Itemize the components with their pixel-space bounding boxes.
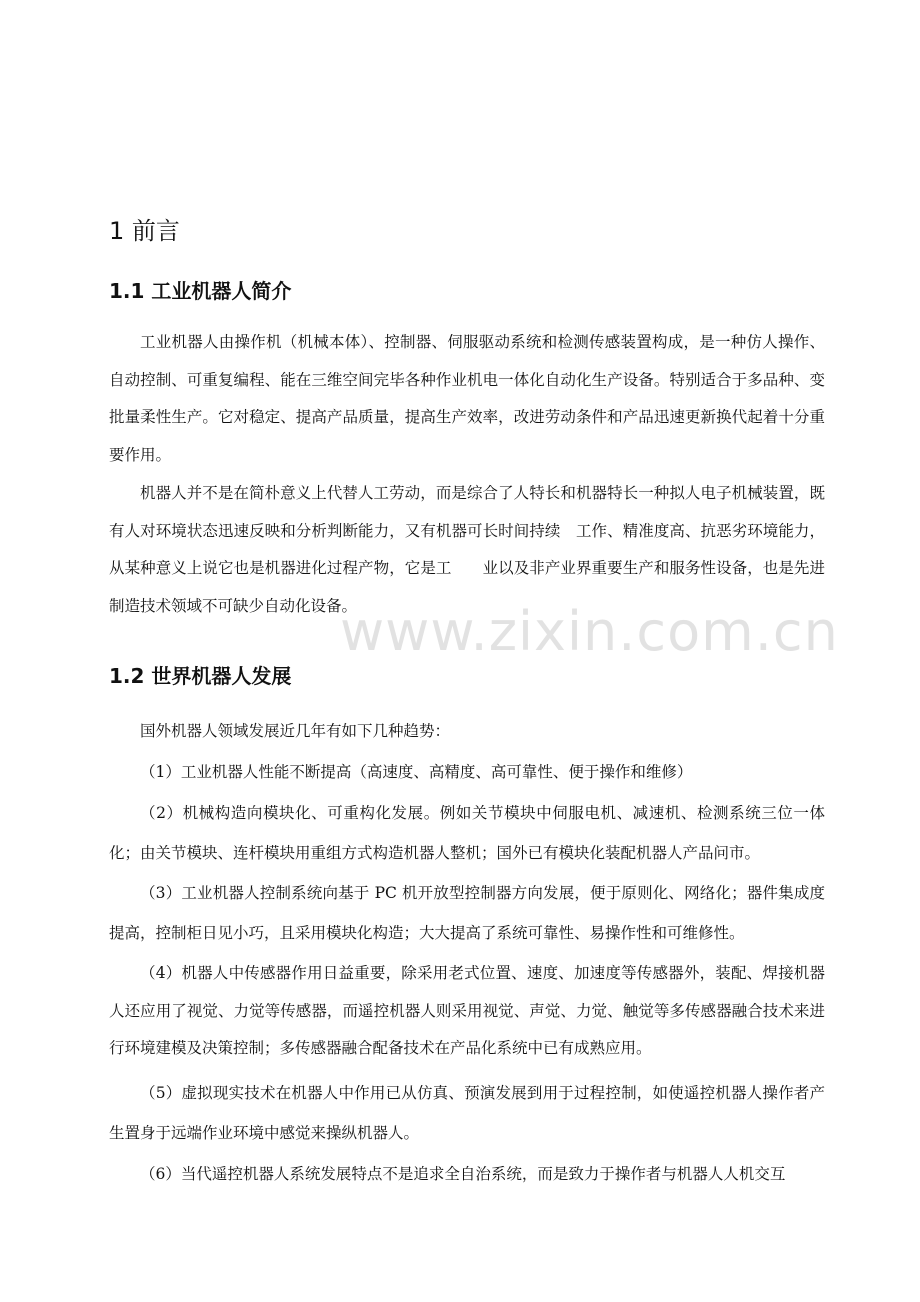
- paragraph-robot-nature: 机器人并不是在简朴意义上代替人工劳动，而是综合了人特长和机器特长一种拟人电子机械装置，既有人对环境状态迅速反映和分析判断能力，又有机器可长时间持续 工作、精准度高、抗恶劣环境能力，从某种意义上说它也是机器进化过程产物，它是工 业以及非产业界重要生产和服务性设备，也是先进制造技术领域不可缺少自动化设备。: [109, 484, 825, 616]
- paragraph-intro-robot: 工业机器人由操作机（机械本体）、控制器、伺服驱动系统和检测传感装置构成，是一种仿人操作、自动控制、可重复编程、能在三维空间完毕各种作业机电一体化自动化生产设备。特别适合于多品种、变批量柔性生产。它对稳定、提高产品质量，提高生产效率，改进劳动条件和产品迅速更新换代起着十分重要作用。: [109, 333, 825, 465]
- list-item-3: （3）工业机器人控制系统向基于 PC 机开放型控制器方向发展，便于原则化、网络化；器件集成度提高，控制柜日见小巧，且采用模块化构造；大大提高了系统可靠性、易操作性和可维修性。: [109, 884, 825, 942]
- paragraph-trends-intro: 国外机器人领域发展近几年有如下几种趋势：: [140, 722, 451, 740]
- list-item-5: （5）虚拟现实技术在机器人中作用已从仿真、预演发展到用于过程控制，如使遥控机器人操作者产生置身于远端作业环境中感觉来操纵机器人。: [109, 1084, 825, 1142]
- list-item-1: （1）工业机器人性能不断提高（高速度、高精度、高可靠性、便于操作和维修）: [140, 763, 693, 781]
- section-heading-1-1: 1.1 工业机器人简介: [109, 279, 292, 303]
- list-item-6: （6）当代遥控机器人系统发展特点不是追求全自治系统，而是致力于操作者与机器人人机交互: [140, 1165, 786, 1183]
- watermark: www.zixin.com.cn: [340, 600, 839, 663]
- section-heading-1-2: 1.2 世界机器人发展: [109, 664, 292, 688]
- list-item-4: （4）机器人中传感器作用日益重要，除采用老式位置、速度、加速度等传感器外，装配、焊接机器人还应用了视觉、力觉等传感器，而遥控机器人则采用视觉、声觉、力觉、触觉等多传感器融合技术来进行环境建模及决策控制；多传感器融合配备技术在产品化系统中已有成熟应用。: [109, 964, 825, 1058]
- chapter-heading: 1 前言: [109, 217, 180, 245]
- list-item-2: （2）机械构造向模块化、可重构化发展。例如关节模块中伺服电机、减速机、检测系统三位一体化；由关节模块、连杆模块用重组方式构造机器人整机；国外已有模块化装配机器人产品问市。: [109, 804, 825, 862]
